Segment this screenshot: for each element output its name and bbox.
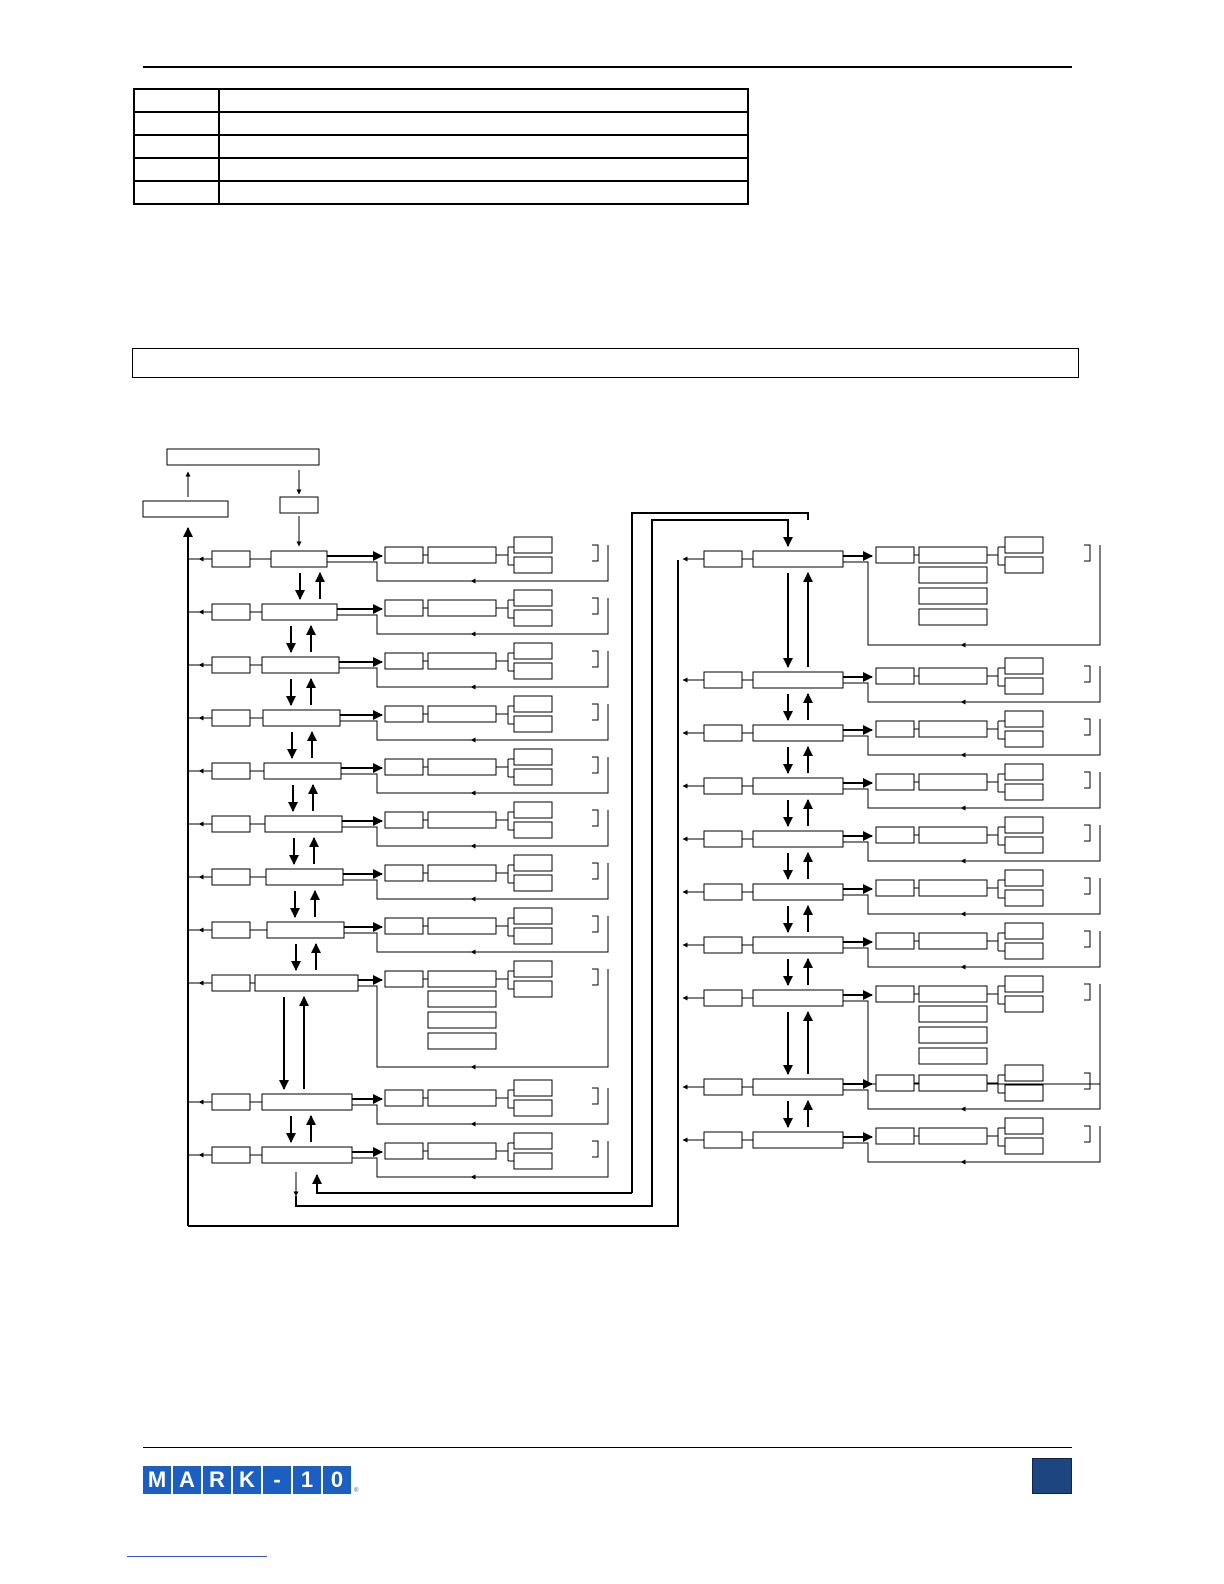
menu-item-box <box>263 710 340 726</box>
menu-item-box <box>753 551 843 567</box>
option-box <box>514 590 552 606</box>
bracket-line <box>592 810 598 826</box>
option-box <box>1005 1138 1043 1154</box>
submenu-box <box>876 986 914 1002</box>
setting-box <box>919 880 987 896</box>
menu-item-box <box>753 725 843 741</box>
escape-box <box>212 975 250 991</box>
submenu-box <box>385 812 423 828</box>
submenu-box <box>876 827 914 843</box>
menu-item-box <box>262 604 337 620</box>
option-box <box>1005 976 1043 992</box>
submenu-box <box>385 706 423 722</box>
setting-box <box>428 1090 496 1106</box>
logo-letter: K <box>233 1466 261 1494</box>
menu-item-box <box>255 975 358 991</box>
mark-10-logo <box>143 1466 358 1494</box>
escape-box <box>212 1094 250 1110</box>
option-box <box>514 769 552 785</box>
main-menu-box <box>143 501 228 517</box>
option-box <box>514 1100 552 1116</box>
submenu-box <box>385 1143 423 1159</box>
setting-box <box>428 1033 496 1049</box>
submenu-box <box>876 547 914 563</box>
option-box <box>1005 943 1043 959</box>
option-box <box>1005 764 1043 780</box>
bracket-line <box>592 545 598 561</box>
option-box <box>514 610 552 626</box>
option-box <box>1005 870 1043 886</box>
bracket-line <box>1084 1073 1090 1089</box>
submenu-box <box>876 933 914 949</box>
setting-box <box>428 759 496 775</box>
setting-box <box>919 547 987 563</box>
footer-rule <box>143 1447 1072 1448</box>
setting-box <box>919 1006 987 1022</box>
submenu-box <box>385 653 423 669</box>
bracket-line <box>592 704 598 720</box>
escape-box <box>212 1147 250 1163</box>
escape-box <box>212 657 250 673</box>
setting-box <box>428 600 496 616</box>
escape-box <box>704 884 742 900</box>
menu-item-box <box>264 763 341 779</box>
escape-box <box>704 551 742 567</box>
submenu-box <box>876 774 914 790</box>
option-box <box>514 1080 552 1096</box>
option-box <box>514 557 552 573</box>
setting-box <box>428 812 496 828</box>
menu-item-box <box>266 869 343 885</box>
option-box <box>514 1153 552 1169</box>
setting-box <box>428 971 496 987</box>
option-box <box>514 961 552 977</box>
option-box <box>1005 996 1043 1012</box>
bracket-line <box>1084 666 1090 682</box>
escape-box <box>212 816 250 832</box>
registered-mark: ® <box>354 1488 359 1494</box>
escape-box <box>704 725 742 741</box>
escape-box <box>212 763 250 779</box>
setting-box <box>919 774 987 790</box>
menu-item-box <box>753 937 843 953</box>
setting-box <box>428 706 496 722</box>
menu-item-box <box>753 1079 843 1095</box>
setting-box <box>919 668 987 684</box>
bracket-line <box>592 916 598 932</box>
setting-box <box>919 827 987 843</box>
option-box <box>1005 658 1043 674</box>
setting-box <box>428 1143 496 1159</box>
bracket-line <box>1084 825 1090 841</box>
setting-box <box>919 1048 987 1064</box>
option-box <box>1005 1065 1043 1081</box>
option-box <box>514 908 552 924</box>
submenu-box <box>876 721 914 737</box>
escape-box <box>704 937 742 953</box>
bracket-line <box>592 757 598 773</box>
setting-box <box>919 986 987 1002</box>
setting-box <box>919 1128 987 1144</box>
setting-box <box>428 547 496 563</box>
submenu-box <box>385 918 423 934</box>
bracket-line <box>1084 1126 1090 1142</box>
submenu-box <box>385 865 423 881</box>
option-box <box>1005 837 1043 853</box>
option-box <box>1005 678 1043 694</box>
loop-up-arrow <box>317 1175 632 1193</box>
bracket-line <box>592 1141 598 1157</box>
menu-item-box <box>753 778 843 794</box>
escape-box <box>212 922 250 938</box>
option-box <box>514 875 552 891</box>
option-box <box>514 981 552 997</box>
option-box <box>514 663 552 679</box>
menu-item-box <box>753 831 843 847</box>
menu-item-box <box>262 657 339 673</box>
logo-letter: R <box>203 1466 231 1494</box>
bracket-line <box>592 598 598 614</box>
escape-box <box>212 710 250 726</box>
submenu-box <box>385 971 423 987</box>
menu-item-box <box>265 816 342 832</box>
option-box <box>1005 1118 1043 1134</box>
option-box <box>1005 557 1043 573</box>
setting-box <box>428 1012 496 1028</box>
escape-box <box>704 1079 742 1095</box>
escape-box <box>704 778 742 794</box>
setting-box <box>919 588 987 604</box>
option-box <box>514 696 552 712</box>
menu-item-box <box>262 1147 352 1163</box>
option-box <box>514 822 552 838</box>
escape-box <box>704 1132 742 1148</box>
setting-box <box>428 653 496 669</box>
option-box <box>514 749 552 765</box>
option-box <box>1005 731 1043 747</box>
bracket-line <box>592 1088 598 1104</box>
logo-letter: 1 <box>293 1466 321 1494</box>
bracket-line <box>592 651 598 667</box>
menu-entry-box <box>167 449 319 465</box>
logo-letter: A <box>173 1466 201 1494</box>
menu-item-box <box>271 551 327 567</box>
setting-box <box>919 933 987 949</box>
bracket-line <box>1084 545 1090 561</box>
submenu-box <box>385 759 423 775</box>
option-box <box>514 716 552 732</box>
page-number-box <box>1032 1458 1072 1494</box>
bracket-line <box>1084 984 1090 1000</box>
setting-box <box>919 1075 987 1091</box>
submenu-box <box>385 547 423 563</box>
menu-item-box <box>753 990 843 1006</box>
submenu-box <box>385 600 423 616</box>
bracket-line <box>1084 772 1090 788</box>
menu-item-box <box>267 922 344 938</box>
menu-item-box <box>753 1132 843 1148</box>
option-box <box>514 928 552 944</box>
bracket-line <box>1084 931 1090 947</box>
setting-box <box>428 918 496 934</box>
escape-box <box>212 551 250 567</box>
setting-box <box>428 991 496 1007</box>
menu-item-box <box>753 672 843 688</box>
option-box <box>514 537 552 553</box>
option-box <box>1005 537 1043 553</box>
footer-link-underline[interactable] <box>127 1556 267 1557</box>
option-box <box>514 1133 552 1149</box>
menu-item-box <box>753 884 843 900</box>
setting-box <box>919 721 987 737</box>
setting-box <box>919 567 987 583</box>
escape-box <box>704 990 742 1006</box>
option-box <box>1005 784 1043 800</box>
option-box <box>1005 817 1043 833</box>
setting-box <box>919 609 987 625</box>
logo-letter: - <box>263 1466 291 1494</box>
enter-box <box>280 497 318 513</box>
escape-box <box>704 672 742 688</box>
submenu-box <box>876 1128 914 1144</box>
option-box <box>514 802 552 818</box>
option-box <box>1005 711 1043 727</box>
escape-box <box>212 604 250 620</box>
submenu-box <box>876 880 914 896</box>
setting-box <box>919 1027 987 1043</box>
escape-box <box>212 869 250 885</box>
bracket-line <box>592 863 598 879</box>
logo-letter: 0 <box>323 1466 351 1494</box>
menu-item-box <box>262 1094 352 1110</box>
logo-letter: M <box>143 1466 171 1494</box>
option-box <box>1005 890 1043 906</box>
setting-box <box>428 865 496 881</box>
option-box <box>1005 923 1043 939</box>
option-box <box>1005 1085 1043 1101</box>
option-box <box>514 855 552 871</box>
submenu-box <box>876 1075 914 1091</box>
submenu-box <box>876 668 914 684</box>
bracket-line <box>1084 878 1090 894</box>
option-box <box>514 643 552 659</box>
bracket-line <box>592 969 598 985</box>
bracket-line <box>1084 719 1090 735</box>
escape-box <box>704 831 742 847</box>
submenu-box <box>385 1090 423 1106</box>
